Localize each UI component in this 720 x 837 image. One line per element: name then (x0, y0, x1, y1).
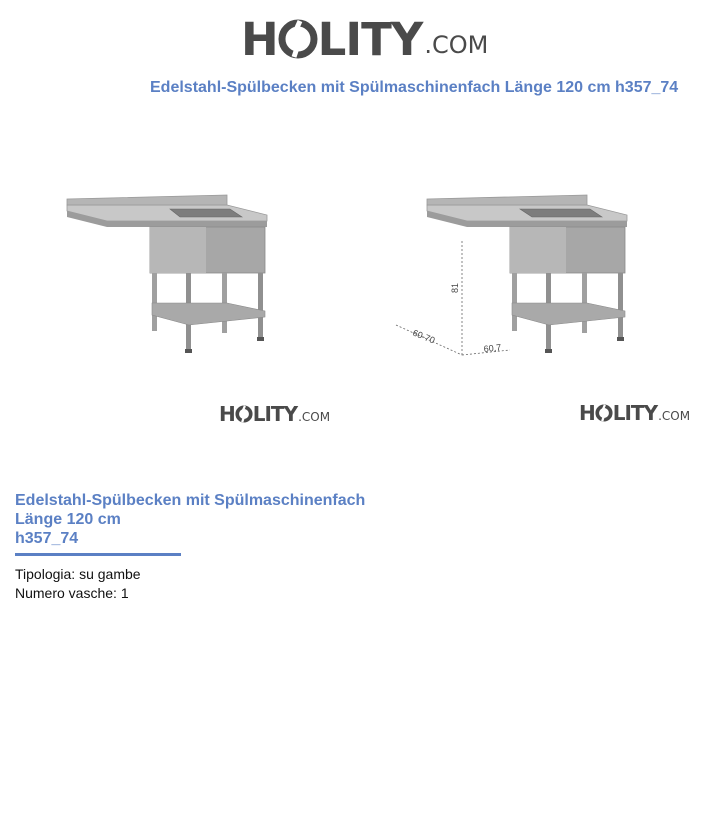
holity-logo-small (219, 402, 330, 426)
spec-tipologia: Tipologia: su gambe (15, 566, 141, 582)
title-underline (15, 553, 181, 556)
logo-suffix: .COM (424, 31, 489, 59)
logo-suffix: .COM (298, 410, 331, 424)
logo-text-lity: LITY (252, 402, 298, 426)
dimension-depth-label: 60-70 (411, 327, 437, 346)
dimension-height-label: 81 (450, 282, 460, 293)
product-specs (15, 565, 141, 603)
holity-logo-small (579, 401, 690, 425)
product-image-dimensions[interactable] (392, 185, 632, 365)
logo-text-h: H (219, 402, 235, 426)
logo-text-h: H (241, 12, 278, 66)
spec-numero-vasche: Numero vasche: 1 (15, 585, 129, 601)
logo-suffix: .COM (658, 409, 691, 423)
dimension-width-label: 60,7 (483, 342, 502, 354)
product-title-line: Edelstahl-Spülbecken mit Spülmaschinenfach (15, 492, 366, 509)
logo-text-lity: LITY (317, 12, 423, 66)
product-title (15, 491, 415, 548)
holity-logo[interactable] (241, 14, 488, 64)
logo-text-h: H (579, 401, 595, 425)
logo-text-lity: LITY (612, 401, 658, 425)
power-o-icon (235, 405, 253, 423)
power-o-icon (278, 19, 318, 59)
product-title-line: Länge 120 cm (15, 511, 121, 528)
page-title: Edelstahl-Spülbecken mit Spülmaschinenfach Länge 120 cm h357_74 (150, 79, 679, 96)
product-image-front[interactable] (62, 185, 272, 355)
product-code: h357_74 (15, 530, 79, 547)
power-o-icon (595, 404, 613, 422)
